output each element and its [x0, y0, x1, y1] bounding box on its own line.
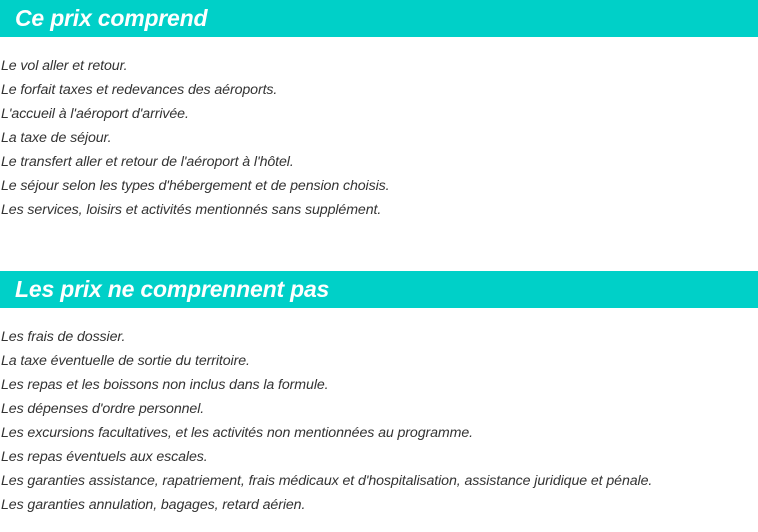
- not-included-item: Les frais de dossier.: [1, 329, 126, 345]
- included-item: Le séjour selon les types d'hébergement et de pension choisis.: [1, 178, 390, 194]
- not-included-item: Les garanties annulation, bagages, retard aérien.: [1, 497, 306, 513]
- not-included-item: Les repas et les boissons non inclus dans la formule.: [1, 377, 329, 393]
- included-item: Les services, loisirs et activités mentionnés sans supplément.: [1, 202, 382, 218]
- not-included-item: Les garanties assistance, rapatriement, frais médicaux et d'hospitalisation, assistance juridique et pénale.: [1, 473, 653, 489]
- included-header: [0, 0, 758, 37]
- not-included-item: Les excursions facultatives, et les activités non mentionnées au programme.: [1, 425, 473, 441]
- included-section: [0, 0, 758, 222]
- not-included-item: La taxe éventuelle de sortie du territoire.: [1, 353, 250, 369]
- not-included-title: Les prix ne comprennent pas: [15, 276, 330, 302]
- included-item: Le transfert aller et retour de l'aéroport à l'hôtel.: [1, 154, 294, 170]
- not-included-item: Les dépenses d'ordre personnel.: [1, 401, 205, 417]
- included-list: [0, 54, 758, 222]
- not-included-header: [0, 271, 758, 308]
- included-item: L'accueil à l'aéroport d'arrivée.: [1, 106, 189, 122]
- not-included-section: [0, 271, 758, 517]
- included-item: Le forfait taxes et redevances des aéroports.: [1, 82, 278, 98]
- not-included-item: Les repas éventuels aux escales.: [1, 449, 208, 465]
- included-title: Ce prix comprend: [15, 5, 208, 31]
- not-included-list: [0, 325, 758, 517]
- included-item: Le vol aller et retour.: [1, 58, 128, 74]
- included-item: La taxe de séjour.: [1, 130, 112, 146]
